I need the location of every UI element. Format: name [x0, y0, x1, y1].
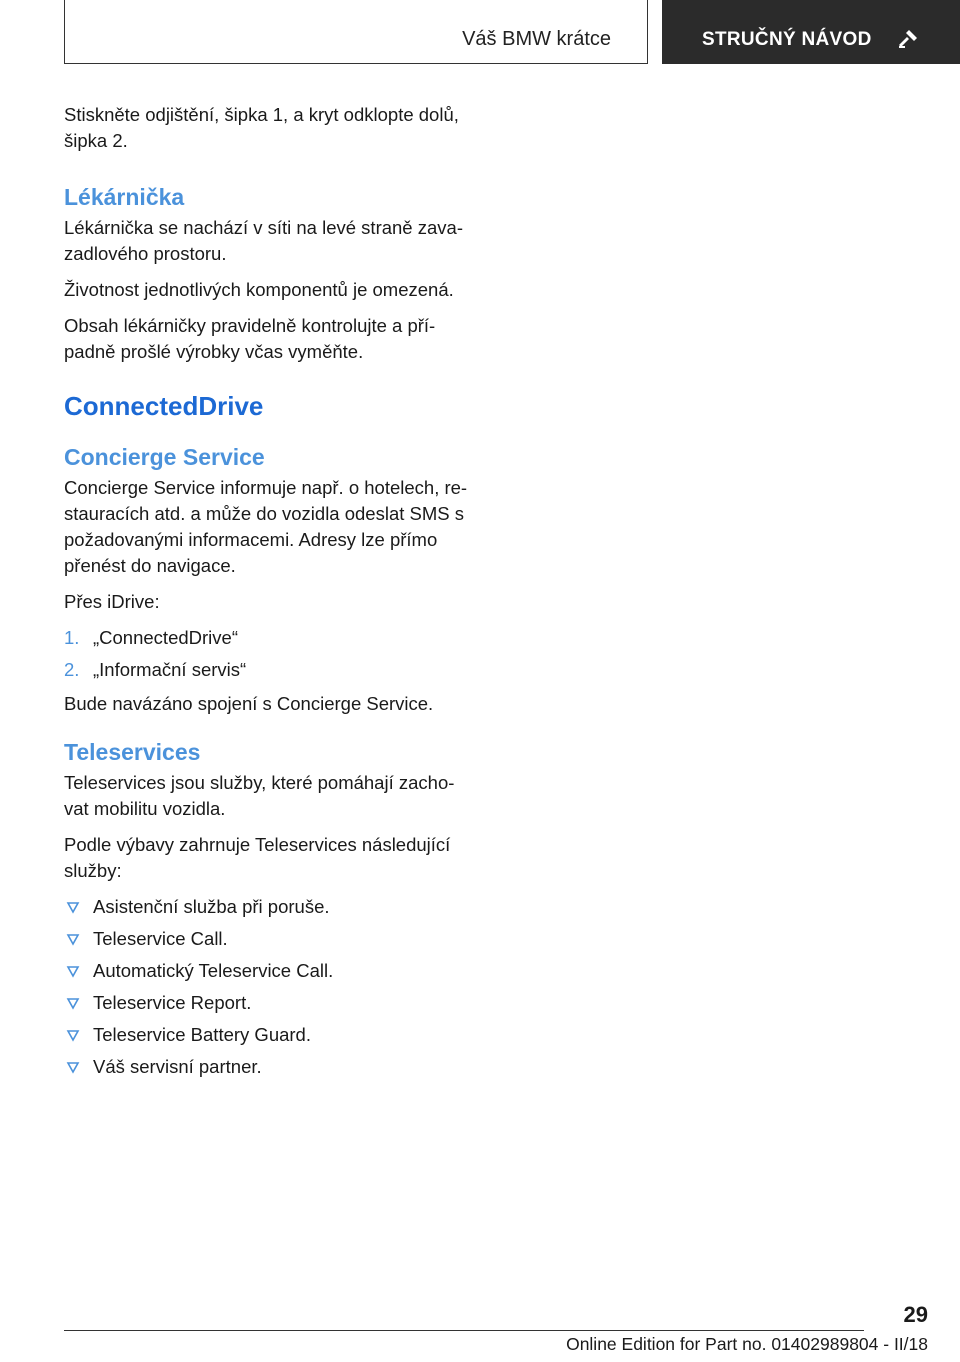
teleservices-paragraph: Podle výbavy zahrnuje Teleservices následující služby:	[64, 834, 451, 881]
bullet-triangle-icon	[66, 895, 80, 919]
page-content	[64, 102, 484, 1086]
list-item	[64, 926, 484, 952]
concierge-steps	[64, 625, 484, 683]
list-item-text: Asistenční služba při poruše.	[93, 896, 330, 917]
bullet-triangle-icon	[66, 1055, 80, 1079]
first-aid-heading: Lékárnička	[64, 184, 185, 210]
first-aid-paragraph: Lékárnička se nachází v síti na levé straně zava‐ zadlového prostoru.	[64, 217, 463, 264]
bullet-triangle-icon	[66, 1023, 80, 1047]
intro-paragraph: Stiskněte odjištění, šipka 1, a kryt odklopte dolů, šipka 2.	[64, 104, 459, 151]
page-number: 29	[903, 1302, 928, 1327]
step-text: „ConnectedDrive“	[93, 627, 238, 648]
footer-divider	[64, 1330, 864, 1331]
concierge-heading: Concierge Service	[64, 444, 265, 470]
step-item	[64, 625, 484, 651]
step-item	[64, 657, 484, 683]
header-tab	[662, 0, 960, 64]
list-item-text: Teleservice Call.	[93, 928, 228, 949]
header-section-title: Váš BMW krátce	[462, 28, 611, 50]
list-item	[64, 990, 484, 1016]
list-item-text: Váš servisní partner.	[93, 1056, 262, 1077]
list-item	[64, 1054, 484, 1080]
step-text: „Informační servis“	[93, 659, 247, 680]
step-number: 2.	[64, 659, 80, 680]
bullet-triangle-icon	[66, 991, 80, 1015]
footer-edition: Online Edition for Part no. 01402989804 - II/18	[566, 1334, 928, 1354]
list-item	[64, 894, 484, 920]
first-aid-paragraph: Životnost jednotlivých komponentů je omezená.	[64, 279, 454, 300]
list-item	[64, 1022, 484, 1048]
teleservices-list	[64, 894, 484, 1080]
connected-drive-heading: ConnectedDrive	[64, 391, 264, 421]
list-item-text: Automatický Teleservice Call.	[93, 960, 334, 981]
concierge-closing: Bude navázáno spojení s Concierge Service.	[64, 693, 434, 714]
concierge-paragraph: Concierge Service informuje např. o hotelech, re‐ stauracích atd. a může do vozidla odeslat SMS s požadovanými informacemi. Adresy lze přímo přenést do navigace.	[64, 477, 468, 576]
step-number: 1.	[64, 627, 80, 648]
first-aid-paragraph: Obsah lékárničky pravidelně kontrolujte a pří‐ padně prošlé výrobky včas vyměňte.	[64, 315, 436, 362]
list-item-text: Teleservice Report.	[93, 992, 252, 1013]
concierge-paragraph: Přes iDrive:	[64, 591, 160, 612]
bullet-triangle-icon	[66, 959, 80, 983]
header-box	[64, 0, 648, 64]
quick-guide-icon	[897, 28, 919, 50]
teleservices-heading: Teleservices	[64, 739, 201, 765]
teleservices-paragraph: Teleservices jsou služby, které pomáhají zacho‐ vat mobilitu vozidla.	[64, 772, 455, 819]
list-item-text: Teleservice Battery Guard.	[93, 1024, 311, 1045]
bullet-triangle-icon	[66, 927, 80, 951]
header-tab-label: STRUČNÝ NÁVOD	[702, 29, 872, 50]
list-item	[64, 958, 484, 984]
